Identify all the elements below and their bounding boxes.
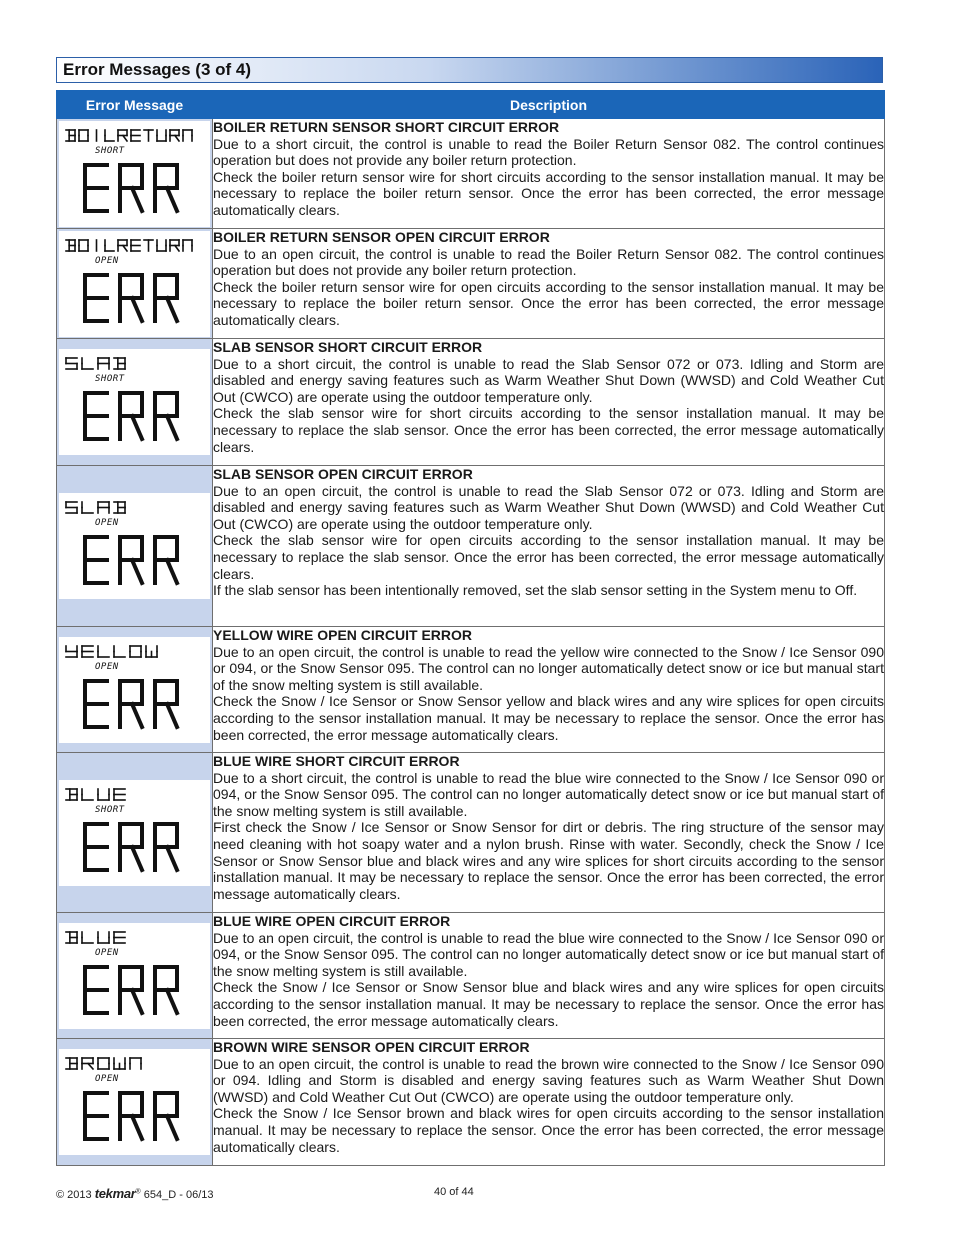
lcd-display: [59, 923, 210, 1029]
lcd-display-cell: [57, 339, 213, 466]
error-description-paragraph: Due to an open circuit, the control is unable to read the blue wire connected to the Snow / Ice Sensor 090 or 094, or the Snow Sensor 095. The control can no longer automatically detect snow or ice but manual start of the snow melting system is still available.: [213, 929, 884, 979]
error-title: BLUE WIRE OPEN CIRCUIT ERROR: [213, 913, 451, 929]
lcd-display-cell: [57, 753, 213, 913]
table-header-row: [57, 91, 885, 119]
footer-left: © 2013 tekmar® 654_D - 06/13: [56, 1186, 214, 1201]
svg-text:OPEN: OPEN: [95, 947, 119, 958]
lcd-display: [59, 231, 210, 337]
error-description-paragraph: Check the Snow / Ice Sensor brown and black wires for open circuits according to the sensor installation manual. It may be necessary to replace the sensor. Once the error has been corrected, the error message automatically clears.: [213, 1105, 884, 1155]
error-description-paragraph: If the slab sensor has been intentionally removed, set the slab sensor setting in the System menu to Off.: [213, 582, 858, 599]
error-title: BLUE WIRE SHORT CIRCUIT ERROR: [213, 753, 460, 769]
svg-text:SHORT: SHORT: [95, 804, 125, 815]
description-cell: [213, 753, 885, 913]
error-description-paragraph: Check the boiler return sensor wire for short circuits according to the sensor installation manual. It may be necessary to replace the boiler return sensor. Once the error has been corrected, the error message automatically clears.: [213, 168, 884, 218]
section-title: Error Messages (3 of 4): [63, 60, 252, 79]
error-description-paragraph: Due to a short circuit, the control is unable to read the blue wire connected to the Snow / Ice Sensor 090 or 094, or the Snow Sensor 095. The control can no longer automatically detect snow or ice but manual start of the snow melting system is still available.: [213, 769, 884, 819]
tekmar-logo: tekmar: [94, 1186, 136, 1201]
error-description-paragraph: Due to an open circuit, the control is unable to read the Boiler Return Sensor 082. The control continues operation but does not provide any boiler return protection.: [213, 245, 884, 279]
svg-text:OPEN: OPEN: [95, 255, 119, 266]
error-title: BOILER RETURN SENSOR SHORT CIRCUIT ERROR: [213, 119, 560, 135]
svg-text:OPEN: OPEN: [95, 661, 119, 672]
lcd-display-cell: [57, 627, 213, 753]
error-description-paragraph: Due to an open circuit, the control is unable to read the Slab Sensor 072 or 073. Idling and Storm are disabled and energy saving features such as Warm Weather Shut Down (WWSD) and Cold Weather Cut Out (CWCO) are operate using the outdoor temperature only.: [213, 482, 884, 532]
error-title: SLAB SENSOR OPEN CIRCUIT ERROR: [213, 466, 473, 482]
error-description-paragraph: Check the slab sensor wire for short circuits according to the sensor installation manual. It may be necessary to replace the slab sensor. Once the error has been corrected, the error message automatically clears.: [213, 405, 884, 455]
table-row: [57, 913, 885, 1039]
lcd-display: [59, 121, 210, 227]
column-header-message: Error Message: [57, 91, 213, 119]
description-cell: [213, 119, 885, 229]
error-description-paragraph: Due to an open circuit, the control is unable to read the brown wire connected to the Snow / Ice Sensor 090 or 094. Idling and Storm is disabled and energy saving features such as Warm Weather Shut Down (WWSD) and Cold Weather Cut Out (CWCO) are operate using the outdoor temperature only.: [213, 1055, 884, 1105]
error-title: BOILER RETURN SENSOR OPEN CIRCUIT ERROR: [213, 229, 550, 245]
lcd-display: [59, 780, 210, 886]
section-header: [56, 57, 883, 83]
footer-doc-id: 654_D - 06/13: [143, 1189, 214, 1201]
description-cell: [213, 627, 885, 753]
description-cell: [213, 913, 885, 1039]
error-description-paragraph: Due to a short circuit, the control is unable to read the Slab Sensor 072 or 073. Idling and Storm are disabled and energy saving features such as Warm Weather Shut Down (WWSD) and Cold Weather Cut Out (CWCO) are operate using the outdoor temperature only.: [213, 355, 884, 405]
footer-page-number: 40 of 44: [434, 1186, 474, 1198]
lcd-display: [59, 1049, 210, 1155]
error-title: YELLOW WIRE OPEN CIRCUIT ERROR: [213, 627, 472, 643]
table-row: [57, 753, 885, 913]
error-title: SLAB SENSOR SHORT CIRCUIT ERROR: [213, 339, 483, 355]
table-row: [57, 466, 885, 627]
description-cell: [213, 1039, 885, 1166]
description-cell: [213, 466, 885, 627]
error-title: BROWN WIRE SENSOR OPEN CIRCUIT ERROR: [213, 1039, 530, 1055]
lcd-display: [59, 637, 210, 743]
svg-text:SHORT: SHORT: [95, 374, 125, 384]
lcd-display: [59, 493, 210, 599]
table-row: [57, 627, 885, 753]
error-description-paragraph: First check the Snow / Ice Sensor or Snow Sensor for dirt or debris. The ring structure of the sensor may need cleaning with hot soapy water and a nylon brush. Rinse with water. Secondly, check the Snow / Ice Sensor or Snow Sensor blue and black wires and any wire splices for short circuits according to the sensor installation manual. It may be necessary to replace the sensor. Once the error has been corrected, the error message automatically clears.: [213, 819, 884, 902]
description-cell: [213, 229, 885, 339]
error-description-paragraph: Due to an open circuit, the control is unable to read the yellow wire connected to the Snow / Ice Sensor 090 or 094, or the Snow Sensor 095. The control can no longer automatically detect snow or ice but manual start of the snow melting system is still available.: [213, 643, 884, 693]
lcd-display-cell: [57, 466, 213, 627]
error-description-paragraph: Check the boiler return sensor wire for open circuits according to the sensor installation manual. It may be necessary to replace the boiler return sensor. Once the error has been corrected, the error message automatically clears.: [213, 278, 884, 328]
footer-copyright: © 2013: [56, 1189, 92, 1201]
error-description-paragraph: Check the Snow / Ice Sensor or Snow Sensor blue and black wires and any wire splices for open circuits according to the sensor installation manual. It may be necessary to replace the sensor. Once the error has been corrected, the error message automatically clears.: [213, 979, 884, 1029]
table-row: [57, 339, 885, 466]
table-row: [57, 119, 885, 229]
table-row: [57, 1039, 885, 1166]
svg-text:OPEN: OPEN: [95, 518, 119, 528]
error-messages-table: [56, 90, 885, 1166]
column-header-description: Description: [213, 91, 885, 119]
lcd-display: [59, 349, 210, 455]
lcd-display-cell: [57, 119, 213, 229]
lcd-display-cell: [57, 913, 213, 1039]
lcd-display-cell: [57, 229, 213, 339]
svg-text:OPEN: OPEN: [95, 1074, 119, 1084]
svg-text:SHORT: SHORT: [95, 145, 125, 156]
error-description-paragraph: Check the Snow / Ice Sensor or Snow Sensor yellow and black wires and any wire splices for open circuits according to the sensor installation manual. It may be necessary to replace the sensor. Once the error has been corrected, the error message automatically clears.: [213, 693, 884, 743]
description-cell: [213, 339, 885, 466]
lcd-display-cell: [57, 1039, 213, 1166]
table-row: [57, 229, 885, 339]
error-description-paragraph: Check the slab sensor wire for open circuits according to the sensor installation manual. It may be necessary to replace the slab sensor. Once the error has been corrected, the error message automatically clears.: [213, 532, 884, 582]
error-description-paragraph: Due to a short circuit, the control is unable to read the Boiler Return Sensor 082. The control continues operation but does not provide any boiler return protection.: [213, 135, 884, 169]
